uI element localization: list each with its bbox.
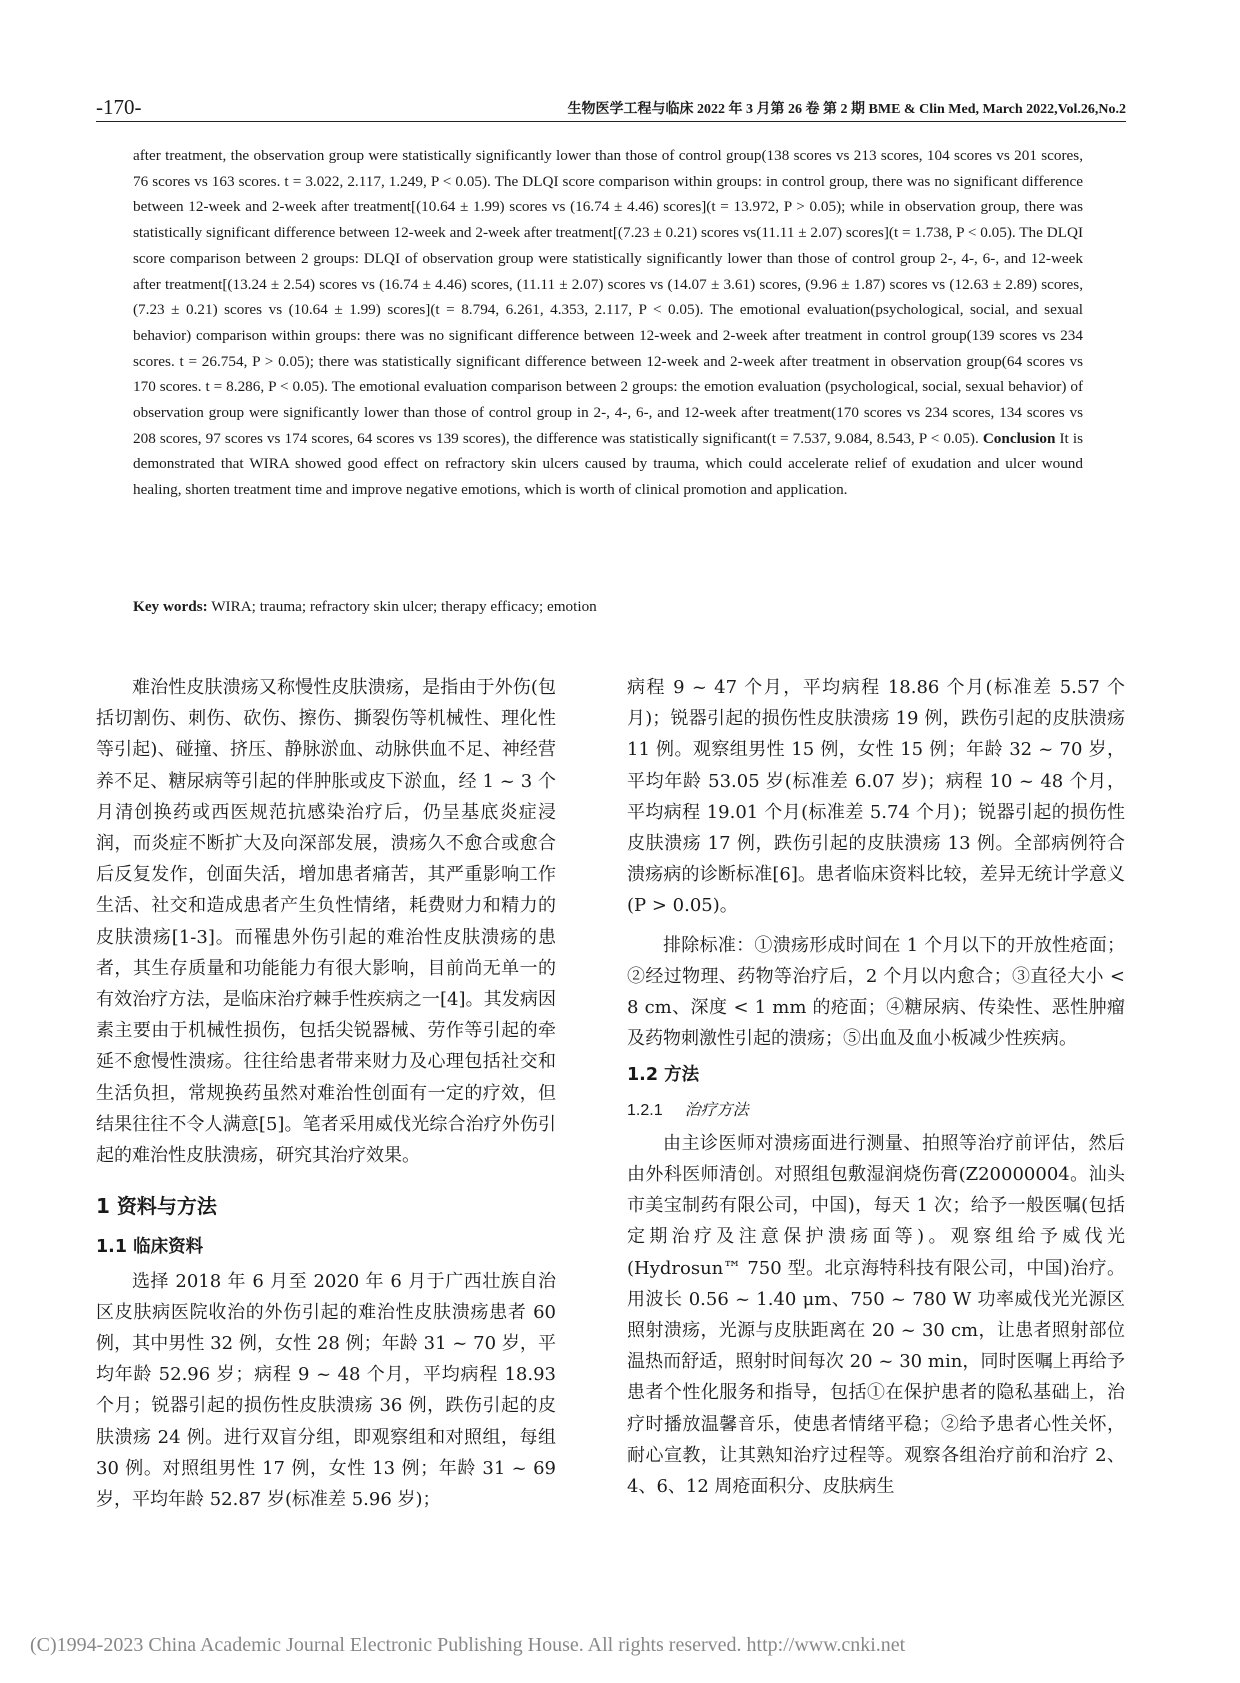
abstract-text: after treatment, the observation group were statistically significantly lower than those of control group(138 scores vs 213 scores, 104 scores vs 201 scores, 76 scores vs 163 scores. t = 3.022, 2.117, 1.249, P < 0.05). The DLQI score comparison within groups: in control group, there was no significant difference between 12-week and 2-week after treatment[(10.64 ± 1.99) scores vs (16.74 ± 4.46) scores](t = 13.972, P > 0.05); while in observation group, there was statistically significant difference between 12-week and 2-week after treatment[(7.23 ± 0.21) scores vs(11.11 ± 2.07) scores](t = 1.738, P < 0.05). The DLQI score comparison between 2 groups: DLQI of observation group were statistically significantly lower than those of control group 2-, 4-, 6-, and 12-week after treatment[(13.24 ± 2.54) scores vs (16.74 ± 4.46) scores, (11.11 ± 2.07) scores vs (14.07 ± 3.61) scores, (9.96 ± 1.87) scores vs (12.63 ± 2.89) scores, (7.23 ± 0.21) scores vs (10.64 ± 1.99) scores](t = 8.794, 6.261, 4.353, 2.117, P < 0.05). The emotional evaluation(psychological, social, and sexual behavior) comparison within groups: there was no significant difference between 12-week and 2-week after treatment in control group(139 scores vs 234 scores. t = 26.754, P > 0.05); there was statistically significant difference between 12-week and 2-week after treatment in observation group(64 scores vs 170 scores. t = 8.286, P < 0.05). The emotional evaluation comparison between 2 groups: the emotion evaluation (psychological, social, sexual behavior) of observation group were significantly lower than those of control group in 2-, 4-, 6-, and 12-week after treatment(170 scores vs 234 scores, 134 scores vs 208 scores, 97 scores vs 174 scores, 64 scores vs 139 scores), the difference was statistically significant(t = 7.537, 9.084, 8.543, P < 0.05). [133,147,1083,447]
section-heading-1-2-1 [627,1094,1125,1126]
header-rule [96,121,1126,122]
conclusion-text: It is demonstrated that WIRA showed good effect on refractory skin ulcers caused by trauma, which could accelerate relief of exudation and ulcer wound healing, shorten treatment time and improve negative emotions, which is worth of clinical promotion and application. [133,429,1083,499]
methods-paragraph: 由主诊医师对溃疡面进行测量、拍照等治疗前评估，然后由外科医师清创。对照组包敷湿润烧伤膏(Z20000004。汕头市美宝制药有限公司，中国)，每天 1 次；给予一般医嘱(包括定期治疗及注意保护溃疡面等)。观察组给予威伐光(Hydrosun™ 750 型。北京海特科技有限公司，中国)治疗。用波长 0.56 ~ 1.40 μm、750 ~ 780 W 功率威伐光光源区照射溃疡，光源与皮肤距离在 20 ~ 30 cm，让患者照射部位温热而舒适，照射时间每次 20 ~ 30 min，同时医嘱上再给予患者个性化服务和指导，包括①在保护患者的隐私基础上，治疗时播放温馨音乐，使患者情绪平稳；②给予患者心性关怀，耐心宣教，让其熟知治疗过程等。观察各组治疗前和治疗 2、4、6、12 周疮面积分、皮肤病生 [627,1132,1125,1498]
section-heading-1-2: 1.2 方法 [627,1065,700,1086]
keywords-label: Key words: [133,598,208,615]
intro-paragraph: 难治性皮肤溃疡又称慢性皮肤溃疡，是指由于外伤(包括切割伤、刺伤、砍伤、擦伤、撕裂伤等机械性、理化性等引起)、碰撞、挤压、静脉淤血、动脉供血不足、神经营养不足、糖尿病等引起的伴肿胀或皮下淤血，经 1 ~ 3 个月清创换药或西医规范抗感染治疗后，仍呈基底炎症浸润，而炎症不断扩大及向深部发展，溃疡久不愈合或愈合后反复发作，创面失活，增加患者痛苦，其严重影响工作生活、社交和造成患者产生负性情绪，耗费财力和精力的皮肤溃疡[1-3]。而罹患外伤引起的难治性皮肤溃疡的患者，其生存质量和功能能力有很大影响，目前尚无单一的有效治疗方法，是临床治疗棘手性疾病之一[4]。其发病因素主要由于机械性损伤，包括尖锐器械、劳作等引起的牵延不愈慢性溃疡。往往给患者带来财力及心理包括社交和生活负担，常规换药虽然对难治性创面有一定的疗效，但结果往往不令人满意[5]。笔者采用威伐光综合治疗外伤引起的难治性皮肤溃疡，研究其治疗效果。 [96,677,556,1167]
subsection-number: 1.2.1 [627,1101,663,1119]
clinical-continued-paragraph: 病程 9 ~ 47 个月，平均病程 18.86 个月(标准差 5.57 个月)；锐器引起的损伤性皮肤溃疡 19 例，跌伤引起的皮肤溃疡 11 例。观察组男性 15 例，女性 15 例；年龄 32 ~ 70 岁，平均年龄 53.05 岁(标准差 6.07 岁)；病程 10 ~ 48 个月，平均病程 19.01 个月(标准差 5.74 个月)；锐器引起的损伤性皮肤溃疡 17 例，跌伤引起的皮肤溃疡 13 例。全部病例符合溃疡病的诊断标准[6]。患者临床资料比较，差异无统计学意义(P > 0.05)。 [627,677,1125,917]
copyright-footer: (C)1994-2023 China Academic Journal Electronic Publishing House. All rights reserved. http://www.cnki.net [30,1634,906,1656]
section-heading-1-1: 1.1 临床资料 [96,1237,204,1258]
conclusion-label: Conclusion [982,429,1056,447]
clinical-data-paragraph: 选择 2018 年 6 月至 2020 年 6 月于广西壮族自治区皮肤病医院收治的外伤引起的难治性皮肤溃疡患者 60 例，其中男性 32 例，女性 28 例；年龄 31 ~ 70 岁，平均年龄 52.96 岁；病程 9 ~ 48 个月，平均病程 18.93 个月；锐器引起的损伤性皮肤溃疡 36 例，跌伤引起的皮肤溃疡 24 例。进行双盲分组，即观察组和对照组，每组 30 例。对照组男性 17 例，女性 13 例；年龄 31 ~ 69 岁，平均年龄 52.87 岁(标准差 5.96 岁)； [96,1270,556,1511]
subsection-title: 治疗方法 [684,1099,749,1119]
left-column [96,672,556,1515]
keywords-text: WIRA; trauma; refractory skin ulcer; therapy efficacy; emotion [207,598,597,615]
exclusion-paragraph: 排除标准：①溃疡形成时间在 1 个月以下的开放性疮面；②经过物理、药物等治疗后，2 个月以内愈合；③直径大小 < 8 cm、深度 < 1 mm 的疮面；④糖尿病、传染性、恶性肿瘤及药物刺激性引起的溃疡；⑤出血及血小板减少性疾病。 [627,934,1125,1050]
keywords [133,598,1083,616]
abstract-body [133,143,1083,503]
page-number: -170- [96,95,142,119]
section-heading-1: 1 资料与方法 [96,1194,217,1219]
right-column [627,672,1125,1502]
journal-citation: 生物医学工程与临床 2022 年 3 月第 26 卷 第 2 期 BME & Clin Med, March 2022,Vol.26,No.2 [567,102,1126,117]
